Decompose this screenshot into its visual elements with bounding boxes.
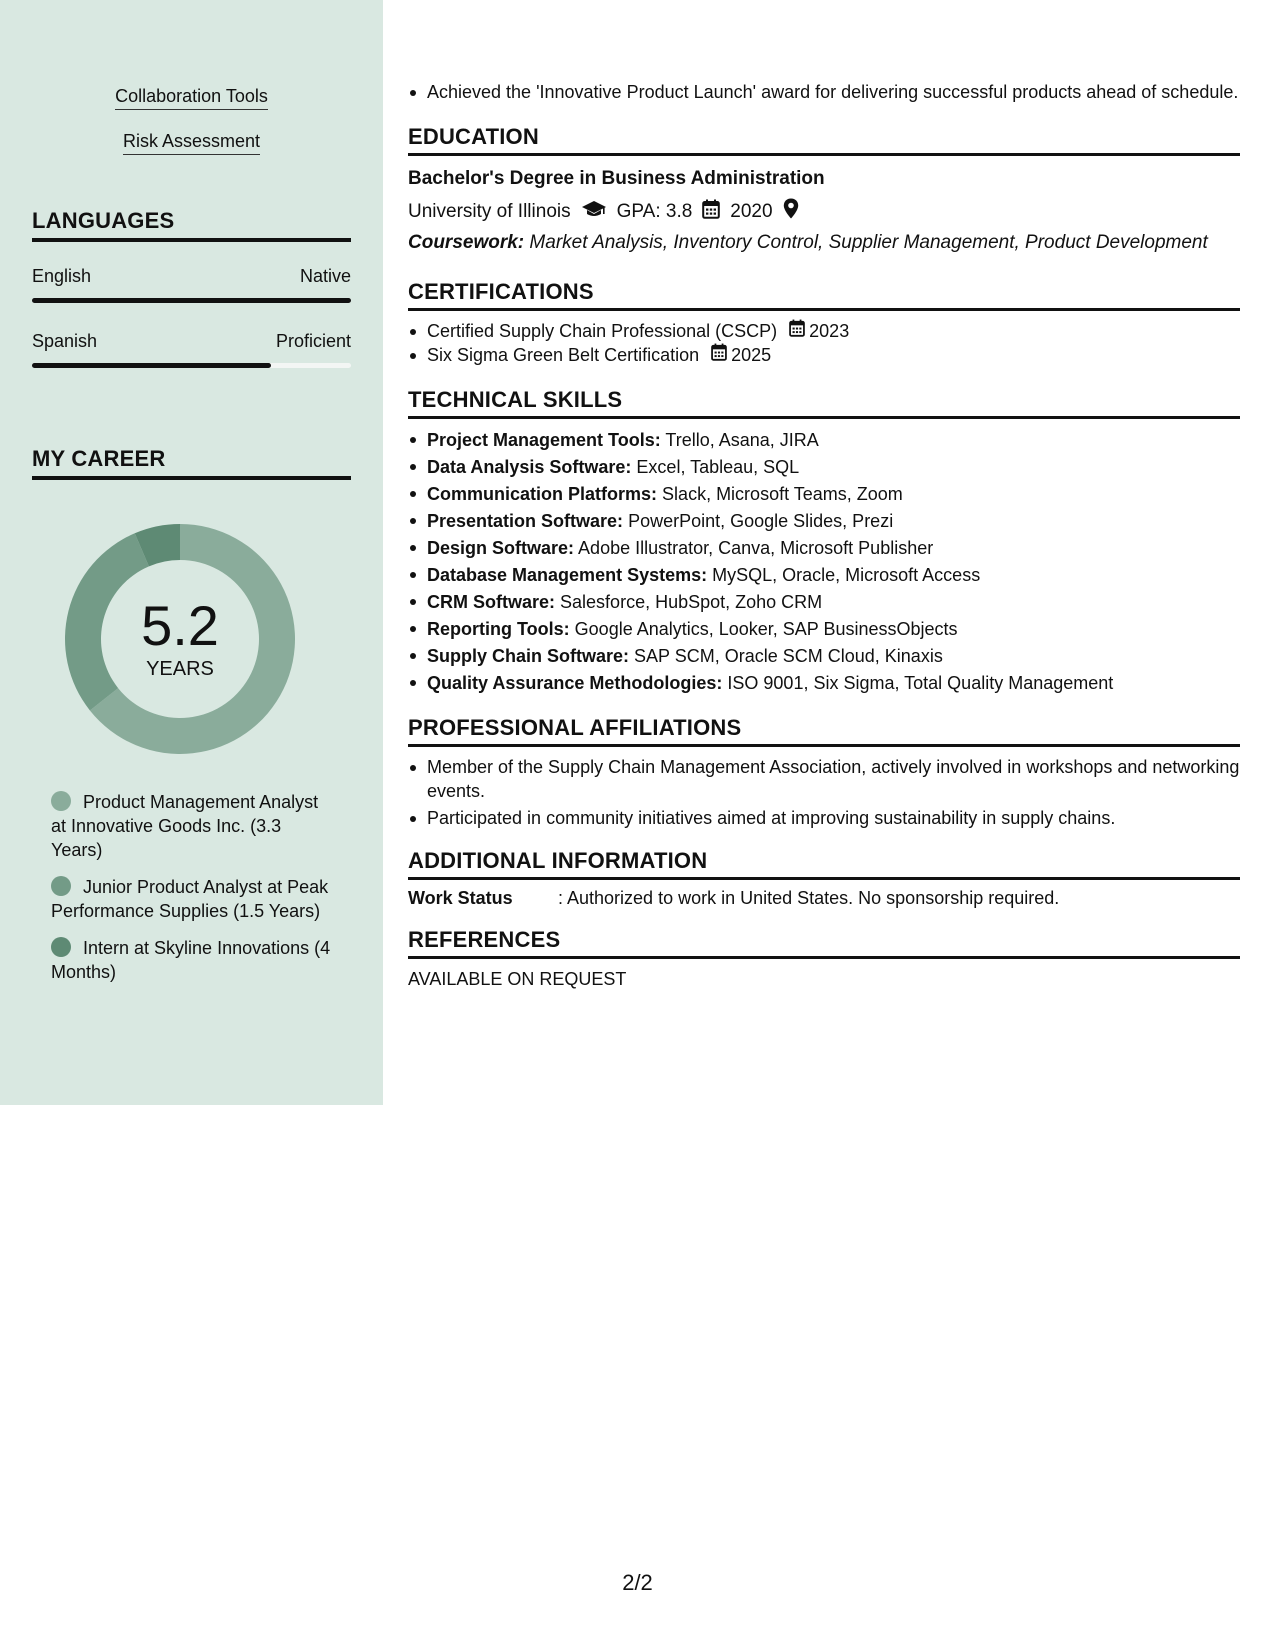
career-legend-item xyxy=(51,936,331,984)
affiliation-item: Participated in community initiatives aimed at improving sustainability in supply chains. xyxy=(408,806,1240,830)
certification-list xyxy=(408,319,1240,367)
language-item xyxy=(32,331,351,368)
skill-tags xyxy=(32,0,351,176)
graduation-year: 2020 xyxy=(730,200,773,222)
coursework-text: Market Analysis, Inventory Control, Supplier Management, Product Development xyxy=(529,232,1208,253)
certification-item xyxy=(408,343,1240,367)
affiliations-heading: PROFESSIONAL AFFILIATIONS xyxy=(408,715,1240,747)
additional-info-heading: ADDITIONAL INFORMATION xyxy=(408,848,1240,880)
calendar-icon xyxy=(711,343,727,367)
skill-value: PowerPoint, Google Slides, Prezi xyxy=(628,511,894,531)
main-content xyxy=(408,80,1240,990)
degree-title: Bachelor's Degree in Business Administration xyxy=(408,168,825,189)
achievement-item: Achieved the 'Innovative Product Launch' award for delivering successful products ahead of schedule. xyxy=(408,80,1240,104)
skill-tag: Collaboration Tools xyxy=(115,86,268,110)
skill-value: ISO 9001, Six Sigma, Total Quality Management xyxy=(727,673,1114,693)
gpa: GPA: 3.8 xyxy=(616,200,693,222)
skill-label: Project Management Tools: xyxy=(427,430,661,450)
skill-item xyxy=(408,535,1240,562)
skill-value: Slack, Microsoft Teams, Zoom xyxy=(662,484,903,504)
skill-item xyxy=(408,427,1240,454)
skill-label: Design Software: xyxy=(427,538,575,558)
language-level: Proficient xyxy=(275,331,351,351)
language-level: Native xyxy=(299,266,351,286)
skill-value: Excel, Tableau, SQL xyxy=(636,457,800,477)
legend-dot-icon xyxy=(51,876,71,896)
skill-item xyxy=(408,670,1240,697)
skill-value: Trello, Asana, JIRA xyxy=(665,430,819,450)
career-label: Junior Product Analyst at Peak Performance Supplies (1.5 Years) xyxy=(51,877,329,921)
skill-item xyxy=(408,589,1240,616)
technical-skills-list xyxy=(408,427,1240,697)
legend-dot-icon xyxy=(51,937,71,957)
skill-item xyxy=(408,454,1240,481)
certification-item xyxy=(408,319,1240,343)
languages-heading: LANGUAGES xyxy=(32,208,351,242)
achievement-list xyxy=(408,80,1240,104)
career-legend-item xyxy=(51,875,331,923)
career-donut-chart xyxy=(65,524,295,754)
career-total-unit: YEARS xyxy=(146,658,214,680)
certification-name: Certified Supply Chain Professional (CSCP) xyxy=(427,321,778,341)
language-bar-fill xyxy=(32,298,351,303)
work-status-value: : Authorized to work in United States. No sponsorship required. xyxy=(558,888,1060,908)
calendar-icon xyxy=(789,319,805,343)
skill-item xyxy=(408,616,1240,643)
references-text: AVAILABLE ON REQUEST xyxy=(408,969,627,989)
language-bar xyxy=(32,298,351,303)
work-status-label: Work Status xyxy=(408,888,513,908)
career-label: Intern at Skyline Innovations (4 Months) xyxy=(51,938,331,982)
references-heading: REFERENCES xyxy=(408,927,1240,959)
sidebar xyxy=(0,0,383,1105)
coursework-label: Coursework: xyxy=(408,232,525,253)
language-bar xyxy=(32,363,351,368)
skill-label: Presentation Software: xyxy=(427,511,624,531)
skill-label: Communication Platforms: xyxy=(427,484,658,504)
school-name: University of Illinois xyxy=(408,200,571,222)
skill-value: MySQL, Oracle, Microsoft Access xyxy=(712,565,981,585)
affiliations-list xyxy=(408,755,1240,830)
certifications-heading: CERTIFICATIONS xyxy=(408,279,1240,311)
education-heading: EDUCATION xyxy=(408,124,1240,156)
skill-item xyxy=(408,643,1240,670)
certification-year: 2025 xyxy=(731,345,772,365)
graduation-cap-icon xyxy=(581,199,607,225)
career-label: Product Management Analyst at Innovative Goods Inc. (3.3 Years) xyxy=(51,792,319,860)
skill-value: Adobe Illustrator, Canva, Microsoft Publisher xyxy=(578,538,934,558)
skill-value: SAP SCM, Oracle SCM Cloud, Kinaxis xyxy=(634,646,943,666)
language-bar-fill xyxy=(32,363,271,368)
skill-label: Reporting Tools: xyxy=(427,619,570,639)
language-name: Spanish xyxy=(32,331,98,351)
skill-item xyxy=(408,481,1240,508)
calendar-icon xyxy=(702,199,720,225)
donut-center xyxy=(65,524,295,754)
map-pin-icon xyxy=(783,198,799,225)
certification-year: 2023 xyxy=(809,321,850,341)
skill-label: Data Analysis Software: xyxy=(427,457,632,477)
work-status-row xyxy=(408,888,1240,909)
skill-tag: Risk Assessment xyxy=(123,131,260,155)
skill-label: Quality Assurance Methodologies: xyxy=(427,673,723,693)
skill-label: CRM Software: xyxy=(427,592,556,612)
language-item xyxy=(32,266,351,303)
technical-skills-heading: TECHNICAL SKILLS xyxy=(408,387,1240,419)
skill-label: Supply Chain Software: xyxy=(427,646,630,666)
skill-label: Database Management Systems: xyxy=(427,565,708,585)
career-legend xyxy=(32,790,351,984)
page-number: 2/2 xyxy=(622,1570,653,1595)
skill-value: Google Analytics, Looker, SAP BusinessObjects xyxy=(574,619,958,639)
coursework xyxy=(408,231,1240,255)
certification-name: Six Sigma Green Belt Certification xyxy=(427,345,700,365)
affiliation-item: Member of the Supply Chain Management Association, actively involved in workshops and networking events. xyxy=(408,755,1240,803)
career-legend-item xyxy=(51,790,331,862)
career-total-value: 5.2 xyxy=(141,594,219,657)
legend-dot-icon xyxy=(51,791,71,811)
education-meta xyxy=(408,198,1240,225)
language-name: English xyxy=(32,266,92,286)
skill-item xyxy=(408,508,1240,535)
skill-value: Salesforce, HubSpot, Zoho CRM xyxy=(560,592,823,612)
career-heading: MY CAREER xyxy=(32,446,351,480)
skill-item xyxy=(408,562,1240,589)
